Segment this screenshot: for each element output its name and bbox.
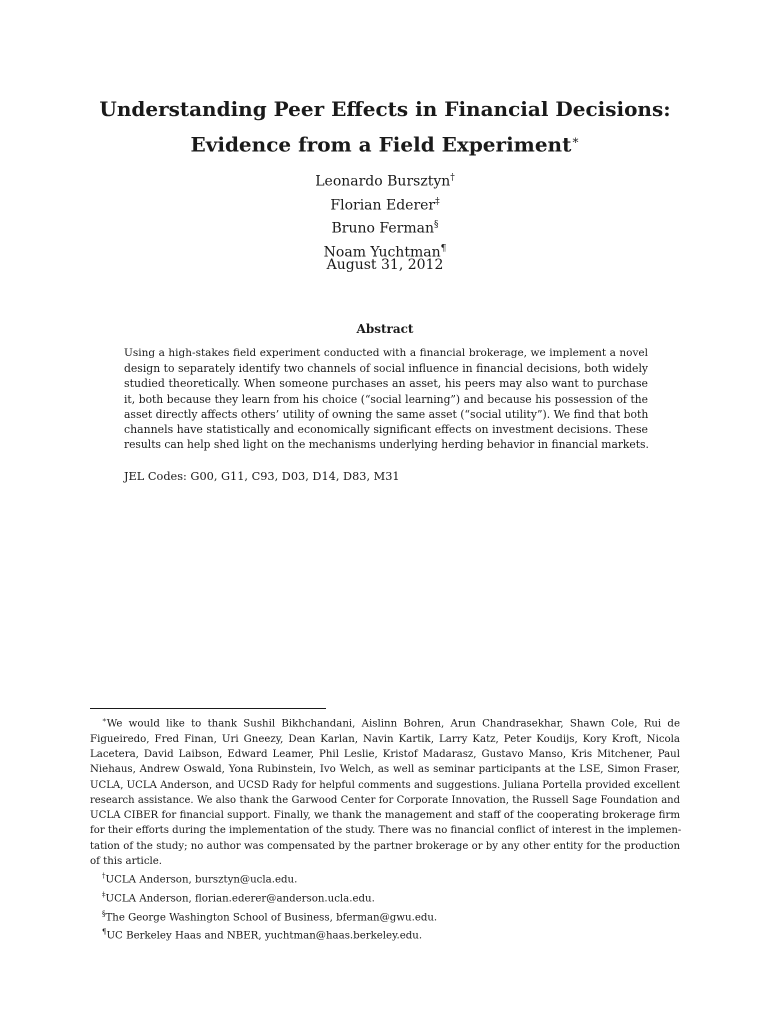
author-list xyxy=(0,168,770,263)
author-name: Leonardo Bursztyn xyxy=(315,173,451,190)
paper-title xyxy=(0,94,770,161)
footnote-line: research assistance. We also thank the Garwood Center for Corporate Innovation, the Russell Sage Foundation and xyxy=(90,794,680,806)
abstract-line: Using a high-stakes field experiment conducted with a financial brokerage, we implement a novel xyxy=(124,347,648,359)
title-line-2-text: Evidence from a Field Experiment xyxy=(190,132,572,157)
footnote-line: UCLA, UCLA Anderson, and UCSD Rady for helpful comments and suggestions. Juliana Portella provided excellent xyxy=(90,779,680,791)
author-footnote-mark: ¶ xyxy=(440,243,447,254)
title-footnote-mark: ∗ xyxy=(571,133,580,147)
author-footnote-mark: ‡ xyxy=(435,196,440,207)
abstract-line: asset directly affects others’ utility of owning the same asset (“social utility”). We find that both xyxy=(124,407,649,421)
title-line-2 xyxy=(0,125,770,161)
footnote-line: Lacetera, David Laibson, Edward Leamer, Phil Leslie, Kristof Madarasz, Gustavo Manso, Kris Mitchener, Paul xyxy=(90,748,680,760)
affiliation-text: The George Washington School of Business, bferman@gwu.edu. xyxy=(105,912,438,924)
affiliation-text: UCLA Anderson, florian.ederer@anderson.ucla.edu. xyxy=(105,893,375,905)
author-footnote-mark: † xyxy=(450,173,455,183)
author xyxy=(0,215,770,239)
abstract-heading: Abstract xyxy=(356,322,414,336)
footnote-mark: § xyxy=(102,909,106,918)
footnote-mark: ∗ xyxy=(102,716,107,724)
footnote-line-text: We would like to thank Sushil Bikhchandani, Aislinn Bohren, Arun Chandrasekhar, Shawn Cole, Rui de xyxy=(106,718,680,730)
footnote-line: for their efforts during the implementation of the study. There was no financial conflict of interest in the implemen- xyxy=(90,825,682,837)
footnote-line xyxy=(90,713,680,732)
footnote-mark: ‡ xyxy=(102,891,106,900)
author xyxy=(0,192,770,216)
abstract-line: design to separately identify two channels of social influence in financial decisions, both widely xyxy=(124,362,648,376)
affiliation-text: UC Berkeley Haas and NBER, yuchtman@haas.berkeley.edu. xyxy=(106,930,423,942)
author xyxy=(0,168,770,192)
acknowledgements-footnote xyxy=(90,713,680,869)
footnote-rule xyxy=(90,708,326,709)
affiliation-footnote xyxy=(90,869,680,888)
jel-codes: JEL Codes: G00, G11, C93, D03, D14, D83, M31 xyxy=(124,470,400,483)
footnote-line: UCLA CIBER for financial support. Finally, we thank the management and staff of the cooperating brokerage firm xyxy=(90,810,680,822)
abstract-line: channels have statistically and economically significant effects on investment decisions. These xyxy=(124,423,648,437)
abstract-line: it, both because they learn from his choice (“social learning”) and because his possession of the xyxy=(124,392,648,406)
affiliation-footnote xyxy=(90,907,680,926)
footnotes xyxy=(90,713,680,944)
abstract-line: studied theoretically. When someone purchases an asset, his peers may also want to purchase xyxy=(124,377,648,391)
affiliation-footnote xyxy=(90,888,680,907)
footnote-mark: † xyxy=(102,872,106,881)
footnote-line: Niehaus, Andrew Oswald, Yona Rubinstein, Ivo Welch, as well as seminar participants at the LSE, Simon Fraser, xyxy=(90,764,680,776)
affiliation-text: UCLA Anderson, bursztyn@ucla.edu. xyxy=(105,874,298,886)
author-footnote-mark: § xyxy=(433,220,439,231)
abstract-line: results can help shed light on the mechanisms underlying herding behavior in financial markets. xyxy=(124,438,649,452)
footnote-mark: ¶ xyxy=(102,928,107,937)
author-name: Florian Ederer xyxy=(330,197,436,214)
footnote-line: of this article. xyxy=(90,856,163,868)
abstract-body xyxy=(124,346,648,452)
author-name: Noam Yuchtman xyxy=(323,244,441,261)
author-name: Bruno Ferman xyxy=(331,220,434,237)
affiliation-footnote xyxy=(90,925,680,944)
footnote-line: tation of the study; no author was compensated by the partner brokerage or by any other entity for the production xyxy=(90,840,680,852)
paper-date: August 31, 2012 xyxy=(326,257,444,273)
title-line-1: Understanding Peer Effects in Financial Decisions: xyxy=(99,97,671,121)
footnote-line: Figueiredo, Fred Finan, Uri Gneezy, Dean Karlan, Navin Kartik, Larry Katz, Peter Koudijs, Kory Kroft, Nicola xyxy=(90,733,680,745)
